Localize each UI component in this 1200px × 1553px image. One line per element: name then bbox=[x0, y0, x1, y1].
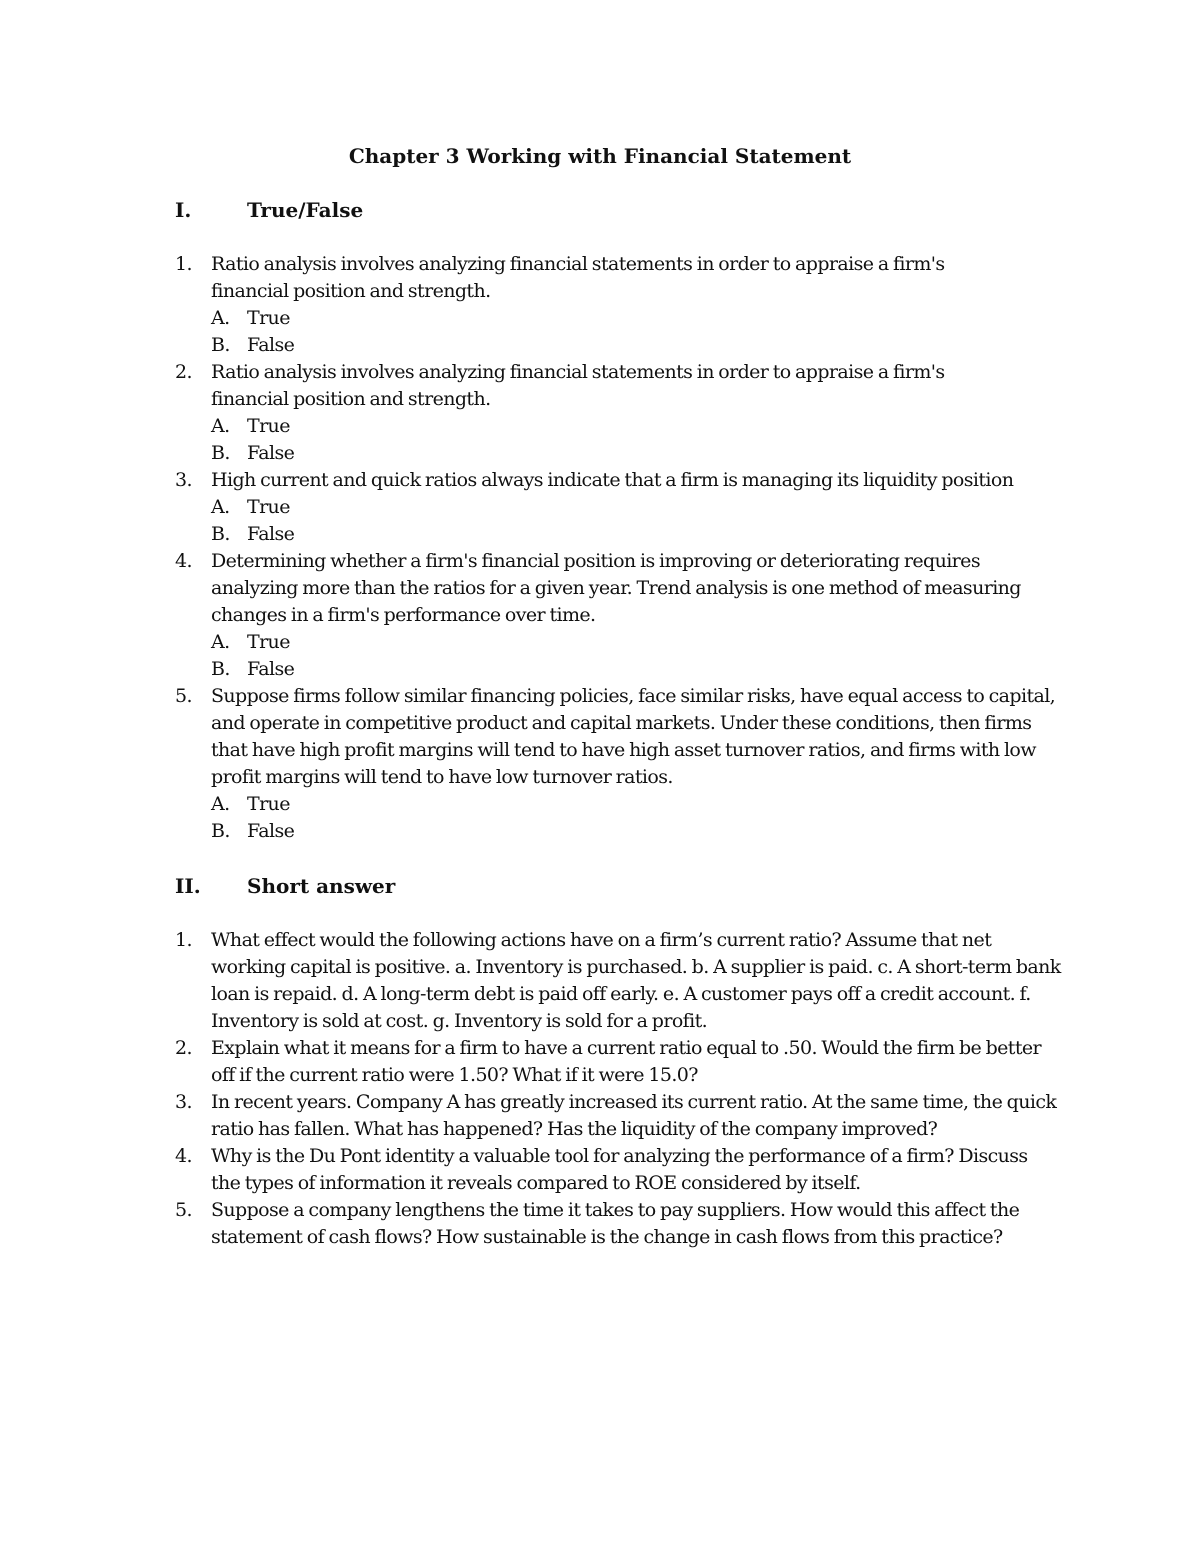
question-text: Determining whether a firm's financial position is improving or deteriorating requires analyzing more than the ratios for a given year. Trend analysis is one method of measuring changes in a firm's performance over time. bbox=[211, 550, 1021, 626]
question-text: What effect would the following actions have on a firm’s current ratio? Assume that net working capital is positive. a. Inventory is purchased. b. A supplier is paid. c. A short-term bank loan is repaid. d. A long-term debt is paid off early. e. A customer pays off a credit account. f. Inventory is sold at cost. g. Inventory is sold for a profit. bbox=[211, 929, 1061, 1032]
option-letter: B. bbox=[211, 442, 230, 464]
option-letter: A. bbox=[211, 793, 230, 815]
question-text: Suppose firms follow similar financing policies, face similar risks, have equal access to capital, and operate in competitive product and capital markets. Under these conditions, then firms that have high profit margins will tend to have high asset turnover ratios, and firms with low profit margins will tend to have low turnover ratios. bbox=[211, 685, 1056, 788]
question-number: 2. bbox=[175, 1037, 192, 1059]
section-title: Short answer bbox=[247, 874, 396, 898]
section-short-answer bbox=[175, 873, 1075, 1251]
option-text: False bbox=[247, 523, 295, 545]
question-text: In recent years. Company A has greatly increased its current ratio. At the same time, the quick ratio has fallen. What has happened? Has the liquidity of the company improved? bbox=[211, 1091, 1057, 1140]
option-text: False bbox=[247, 658, 295, 680]
option-letter: A. bbox=[211, 631, 230, 653]
question-item bbox=[175, 548, 1075, 683]
section-heading bbox=[175, 873, 1075, 900]
option-list bbox=[211, 305, 1075, 359]
option-text: True bbox=[247, 415, 290, 437]
question-number: 1. bbox=[175, 253, 192, 275]
option-text: False bbox=[247, 820, 295, 842]
question-text: Why is the Du Pont identity a valuable tool for analyzing the performance of a firm? Discuss the types of information it reveals compared to ROE considered by itself. bbox=[211, 1145, 1028, 1194]
question-item bbox=[175, 359, 1075, 467]
option-text: False bbox=[247, 334, 295, 356]
option-list bbox=[211, 494, 1075, 548]
option-true bbox=[211, 791, 1075, 818]
question-item bbox=[175, 251, 1075, 359]
option-false bbox=[211, 332, 1075, 359]
option-false bbox=[211, 521, 1075, 548]
option-text: True bbox=[247, 793, 290, 815]
question-list bbox=[175, 927, 1075, 1251]
option-false bbox=[211, 440, 1075, 467]
question-number: 5. bbox=[175, 685, 192, 707]
option-list bbox=[211, 629, 1075, 683]
question-text: Explain what it means for a firm to have a current ratio equal to .50. Would the firm be better off if the current ratio were 1.50? What if it were 15.0? bbox=[211, 1037, 1041, 1086]
question-number: 2. bbox=[175, 361, 192, 383]
question-number: 1. bbox=[175, 929, 192, 951]
question-item bbox=[175, 1197, 1075, 1251]
option-letter: B. bbox=[211, 523, 230, 545]
option-list bbox=[211, 413, 1075, 467]
option-false bbox=[211, 656, 1075, 683]
option-true bbox=[211, 494, 1075, 521]
option-false bbox=[211, 818, 1075, 845]
question-number: 3. bbox=[175, 469, 192, 491]
section-heading bbox=[175, 197, 1075, 224]
option-text: False bbox=[247, 442, 295, 464]
question-text: High current and quick ratios always indicate that a firm is managing its liquidity position bbox=[211, 469, 1014, 491]
question-item bbox=[175, 467, 1075, 548]
option-true bbox=[211, 305, 1075, 332]
question-list bbox=[175, 251, 1075, 845]
section-true-false bbox=[175, 197, 1075, 845]
question-item bbox=[175, 1143, 1075, 1197]
question-text: Suppose a company lengthens the time it takes to pay suppliers. How would this affect the statement of cash flows? How sustainable is the change in cash flows from this practice? bbox=[211, 1199, 1020, 1248]
question-number: 4. bbox=[175, 1145, 192, 1167]
option-letter: B. bbox=[211, 658, 230, 680]
question-item bbox=[175, 1089, 1075, 1143]
option-letter: A. bbox=[211, 307, 230, 329]
section-numeral: II. bbox=[175, 874, 201, 898]
question-item bbox=[175, 683, 1075, 845]
section-numeral: I. bbox=[175, 198, 192, 222]
option-true bbox=[211, 413, 1075, 440]
question-number: 5. bbox=[175, 1199, 192, 1221]
option-text: True bbox=[247, 496, 290, 518]
option-letter: B. bbox=[211, 820, 230, 842]
option-letter: A. bbox=[211, 496, 230, 518]
question-text: Ratio analysis involves analyzing financial statements in order to appraise a firm's financial position and strength. bbox=[211, 361, 945, 410]
option-letter: B. bbox=[211, 334, 230, 356]
question-text: Ratio analysis involves analyzing financial statements in order to appraise a firm's financial position and strength. bbox=[211, 253, 945, 302]
option-letter: A. bbox=[211, 415, 230, 437]
option-text: True bbox=[247, 631, 290, 653]
option-text: True bbox=[247, 307, 290, 329]
question-item bbox=[175, 1035, 1075, 1089]
page-title: Chapter 3 Working with Financial Statement bbox=[348, 144, 852, 168]
question-number: 4. bbox=[175, 550, 192, 572]
question-number: 3. bbox=[175, 1091, 192, 1113]
option-true bbox=[211, 629, 1075, 656]
option-list bbox=[211, 791, 1075, 845]
question-item bbox=[175, 927, 1075, 1035]
section-title: True/False bbox=[247, 198, 364, 222]
